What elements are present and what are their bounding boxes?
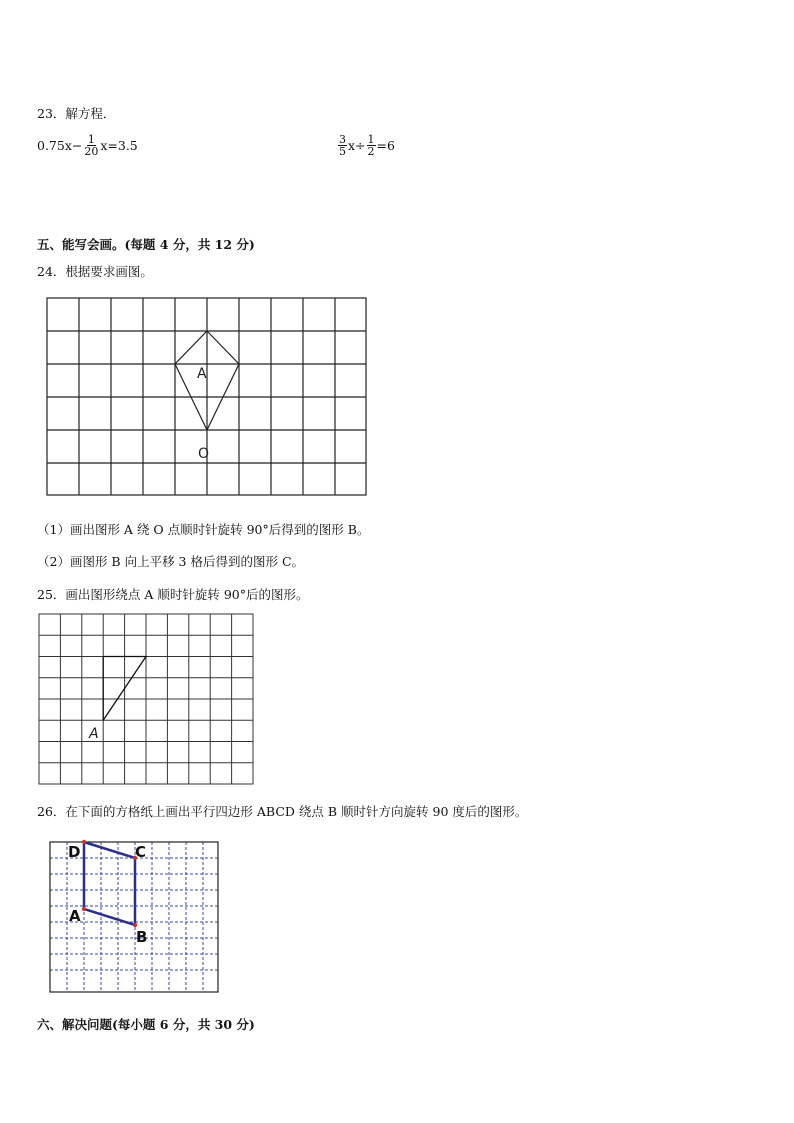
label-d: D xyxy=(68,843,81,861)
fraction-numerator: 3 xyxy=(339,133,346,146)
question-24-sub-1: （1）画出图形 A 绕 O 点顺时针旋转 90°后得到的图形 B。 xyxy=(37,522,370,537)
label-a: A xyxy=(197,366,207,382)
equation-1 xyxy=(37,134,138,157)
vertex-a xyxy=(82,907,86,911)
label-b: B xyxy=(136,928,148,946)
equation-2-fraction-1 xyxy=(338,134,347,157)
kite-grid-figure xyxy=(44,290,370,500)
question-24-sub-2: （2）画图形 B 向上平移 3 格后得到的图形 C。 xyxy=(37,554,305,569)
question-24-title: 24．根据要求画图。 xyxy=(37,264,153,279)
fraction-numerator: 1 xyxy=(367,133,375,146)
label-c: C xyxy=(135,843,147,861)
question-25-title: 25．画出图形绕点 A 顺时针旋转 90°后的图形。 xyxy=(37,587,309,602)
vertex-d xyxy=(82,840,86,844)
vertex-b xyxy=(133,923,137,927)
equation-2-fraction-2 xyxy=(367,134,376,157)
grid-lines xyxy=(47,298,366,495)
fraction-denominator: 20 xyxy=(84,145,99,158)
equation-1-right: x=3.5 xyxy=(100,138,138,153)
fraction-numerator: 1 xyxy=(87,133,95,146)
question-26-title: 26．在下面的方格纸上画出平行四边形 ABCD 绕点 B 顺时针方向旋转 90 度后的图形。 xyxy=(37,804,528,819)
label-a: A xyxy=(89,726,99,742)
section-5-title: 五、能写会画。(每题 4 分，共 12 分) xyxy=(37,237,255,252)
equation-2 xyxy=(337,134,395,157)
equation-2-operator: x÷ xyxy=(348,138,366,153)
fraction-denominator: 5 xyxy=(339,145,346,158)
grid-lines xyxy=(39,614,253,784)
fraction-denominator: 2 xyxy=(367,145,375,158)
label-o: O xyxy=(198,446,210,462)
triangle-grid-figure xyxy=(37,612,257,788)
equation-1-fraction xyxy=(83,134,99,157)
parallelogram-grid-figure xyxy=(48,838,222,996)
question-23-title: 23．解方程． xyxy=(37,106,116,121)
section-6-title: 六、解决问题(每小题 6 分，共 30 分) xyxy=(37,1017,255,1032)
equation-2-rhs: =6 xyxy=(376,138,395,153)
equation-1-left: 0.75x− xyxy=(37,138,83,153)
label-a: A xyxy=(69,907,81,925)
parallelogram-abcd xyxy=(84,842,135,925)
